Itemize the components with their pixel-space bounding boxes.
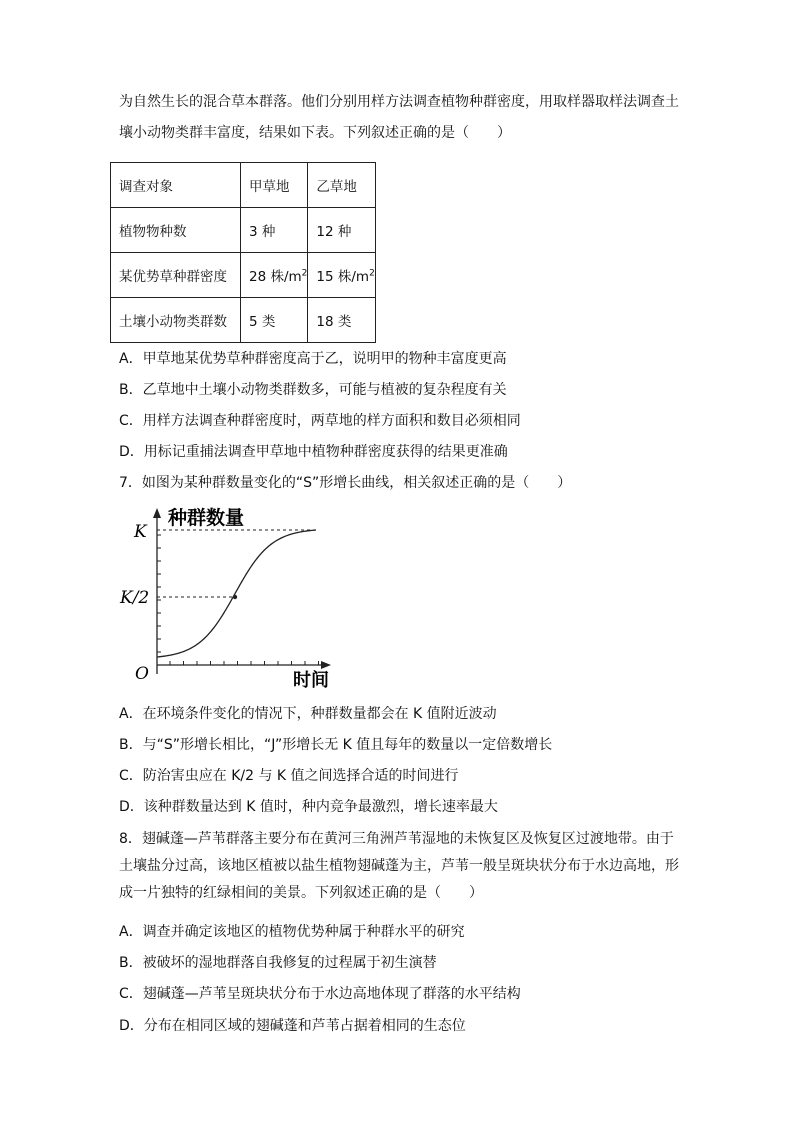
table-row [111,208,376,253]
table-cell [241,253,308,298]
s-curve-figure [120,502,340,691]
q8-stem-line-3: 成一片独特的红绿相间的美景。下列叙述正确的是（ ） [119,885,483,901]
q8-stem-line-1: 8．翅碱蓬—芦苇群落主要分布在黄河三角洲芦苇湿地的未恢复区及恢复区过渡地带。由于 [119,831,674,847]
question-7-stem: 7．如图为某种群数量变化的“S”形增长曲线，相关叙述正确的是（ ） [119,475,572,491]
table-header-cell: 调查对象 [111,163,241,208]
option-a: A．甲草地某优势草种群密度高于乙，说明甲的物种丰富度更高 [119,351,507,367]
k-label: K [134,522,147,542]
option-b: B．被破坏的湿地群落自我修复的过程属于初生演替 [119,955,437,971]
q8-stem-line-2: 土壤盐分过高，该地区植被以盐生植物翅碱蓬为主，芦苇一般呈斑块状分布于水边高地，形 [119,858,679,874]
option-c: C．防治害虫应在 K/2 与 K 值之间选择合适的时间进行 [119,768,459,784]
table-cell-label: 土壤小动物类群数 [111,298,241,343]
x-axis-arrow [321,661,331,669]
intro-line-2: 壤小动物类群丰富度，结果如下表。下列叙述正确的是（ ） [119,125,511,141]
table-cell [308,253,376,298]
intro-line-1: 为自然生长的混合草本群落。他们分别用样方法调查植物种群密度，用取样器取样法调查土 [119,94,679,110]
table-cell-label: 某优势草种群密度 [111,253,241,298]
option-a: A．调查并确定该地区的植物优势种属于种群水平的研究 [119,924,465,940]
y-axis-label: 种群数量 [168,507,245,529]
table-header-cell: 甲草地 [241,163,308,208]
option-b: B．与“S”形增长相比，“J”形增长无 K 值且每年的数量以一定倍数增长 [119,737,553,753]
option-d: D．分布在相同区域的翅碱蓬和芦苇占据着相同的生态位 [119,1018,466,1034]
option-c: C．翅碱蓬—芦苇呈斑块状分布于水边高地体现了群落的水平结构 [119,986,521,1002]
table-row [111,298,376,343]
superscript: 2 [369,268,375,279]
survey-table [110,162,376,343]
table-cell: 3 种 [241,208,308,253]
option-c: C．用样方法调查种群密度时，两草地的样方面积和数目必须相同 [119,413,521,429]
density-value-b: 15 株/m [316,269,370,285]
density-value-a: 28 株/m [249,269,302,285]
superscript: 2 [301,268,308,279]
s-growth-curve [157,530,316,657]
table-cell: 18 类 [308,298,376,343]
option-a: A．在环境条件变化的情况下，种群数量都会在 K 值附近波动 [119,706,497,722]
table-cell: 5 类 [241,298,308,343]
option-d: D．该种群数量达到 K 值时，种内竞争最激烈，增长速率最大 [119,799,498,815]
option-d: D．用标记重捕法调查甲草地中植物种群密度获得的结果更准确 [119,444,508,460]
origin-label: O [135,664,149,684]
x-axis-label: 时间 [293,670,329,691]
option-b: B．乙草地中土壤小动物类群数多，可能与植被的复杂程度有关 [119,382,507,398]
table-cell: 12 种 [308,208,376,253]
half-k-label: K/2 [120,588,150,608]
table-header-cell: 乙草地 [308,163,376,208]
y-axis-arrow [153,508,161,518]
table-header-row [111,163,376,208]
table-cell-label: 植物物种数 [111,208,241,253]
table-row [111,253,376,298]
inflection-point [233,595,237,599]
